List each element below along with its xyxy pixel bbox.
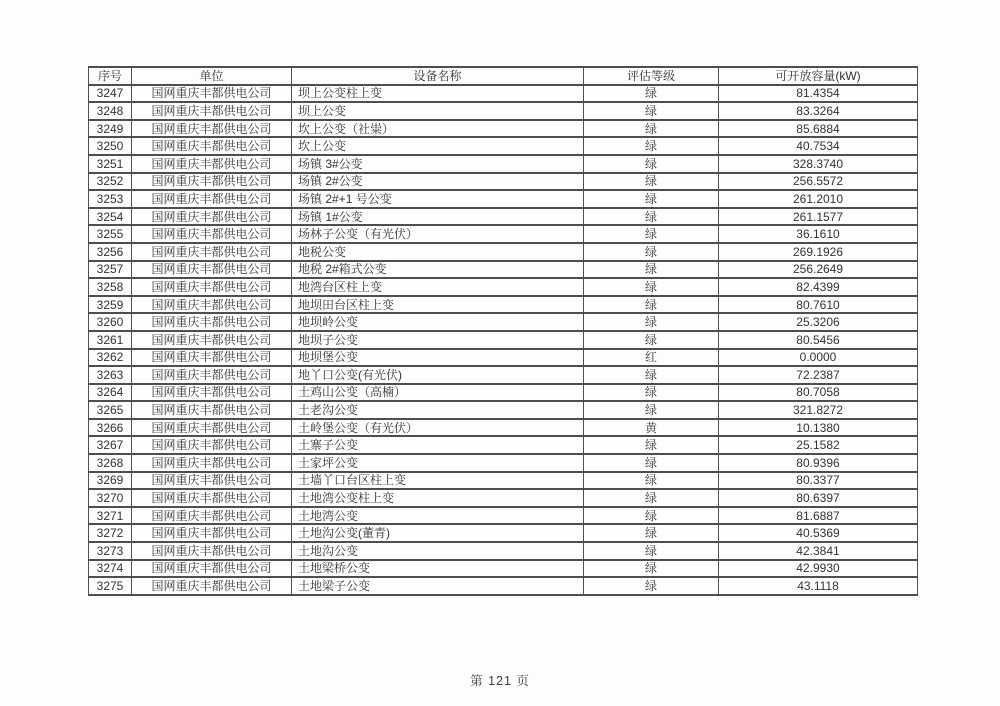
row-device-name: 土地沟公变 bbox=[292, 542, 584, 560]
row-unit: 国网重庆丰都供电公司 bbox=[132, 120, 292, 138]
table-row bbox=[89, 155, 918, 173]
row-capacity: 80.7610 bbox=[719, 296, 918, 314]
row-serial: 3264 bbox=[89, 384, 132, 402]
row-serial: 3254 bbox=[89, 208, 132, 226]
row-serial: 3247 bbox=[89, 85, 132, 103]
table-header bbox=[89, 67, 918, 85]
row-grade: 绿 bbox=[584, 542, 719, 560]
table-row bbox=[89, 102, 918, 120]
header-unit: 单位 bbox=[132, 67, 292, 85]
row-capacity: 269.1926 bbox=[719, 243, 918, 261]
table-row bbox=[89, 173, 918, 191]
row-device-name: 地丫口公变(有光伏) bbox=[292, 366, 584, 384]
table-row bbox=[89, 489, 918, 507]
row-device-name: 土鸡山公变（高楠） bbox=[292, 384, 584, 402]
row-serial: 3253 bbox=[89, 190, 132, 208]
row-device-name: 土老沟公变 bbox=[292, 401, 584, 419]
table-row bbox=[89, 261, 918, 279]
table-row bbox=[89, 524, 918, 542]
row-capacity: 40.7534 bbox=[719, 137, 918, 155]
table-row bbox=[89, 349, 918, 367]
row-unit: 国网重庆丰都供电公司 bbox=[132, 155, 292, 173]
table-row bbox=[89, 454, 918, 472]
row-serial: 3265 bbox=[89, 401, 132, 419]
table-row bbox=[89, 401, 918, 419]
row-unit: 国网重庆丰都供电公司 bbox=[132, 102, 292, 120]
row-grade: 绿 bbox=[584, 137, 719, 155]
row-serial: 3260 bbox=[89, 313, 132, 331]
row-device-name: 土地湾公变 bbox=[292, 507, 584, 525]
row-serial: 3275 bbox=[89, 577, 132, 595]
row-unit: 国网重庆丰都供电公司 bbox=[132, 173, 292, 191]
row-unit: 国网重庆丰都供电公司 bbox=[132, 313, 292, 331]
row-capacity: 42.9930 bbox=[719, 560, 918, 578]
row-unit: 国网重庆丰都供电公司 bbox=[132, 524, 292, 542]
row-device-name: 场镇 2#+1 号公变 bbox=[292, 190, 584, 208]
row-serial: 3252 bbox=[89, 173, 132, 191]
table-row bbox=[89, 472, 918, 490]
row-grade: 绿 bbox=[584, 472, 719, 490]
row-device-name: 坎上公变 bbox=[292, 137, 584, 155]
row-unit: 国网重庆丰都供电公司 bbox=[132, 349, 292, 367]
row-device-name: 坎上公变（社粜） bbox=[292, 120, 584, 138]
row-serial: 3256 bbox=[89, 243, 132, 261]
row-unit: 国网重庆丰都供电公司 bbox=[132, 560, 292, 578]
row-capacity: 83.3264 bbox=[719, 102, 918, 120]
row-unit: 国网重庆丰都供电公司 bbox=[132, 243, 292, 261]
row-device-name: 坝上公变 bbox=[292, 102, 584, 120]
row-device-name: 地湾台区柱上变 bbox=[292, 278, 584, 296]
table-row bbox=[89, 313, 918, 331]
row-device-name: 土地梁子公变 bbox=[292, 577, 584, 595]
table-row bbox=[89, 190, 918, 208]
row-grade: 绿 bbox=[584, 296, 719, 314]
row-capacity: 81.6887 bbox=[719, 507, 918, 525]
table-row bbox=[89, 225, 918, 243]
table-row bbox=[89, 331, 918, 349]
row-device-name: 地坝岭公变 bbox=[292, 313, 584, 331]
table-row bbox=[89, 507, 918, 525]
row-unit: 国网重庆丰都供电公司 bbox=[132, 225, 292, 243]
row-capacity: 321.8272 bbox=[719, 401, 918, 419]
row-capacity: 72.2387 bbox=[719, 366, 918, 384]
row-device-name: 土墙丫口台区柱上变 bbox=[292, 472, 584, 490]
row-grade: 绿 bbox=[584, 560, 719, 578]
row-unit: 国网重庆丰都供电公司 bbox=[132, 384, 292, 402]
row-grade: 绿 bbox=[584, 173, 719, 191]
row-capacity: 80.7058 bbox=[719, 384, 918, 402]
row-grade: 绿 bbox=[584, 384, 719, 402]
row-serial: 3248 bbox=[89, 102, 132, 120]
row-unit: 国网重庆丰都供电公司 bbox=[132, 331, 292, 349]
row-serial: 3274 bbox=[89, 560, 132, 578]
table-body bbox=[89, 85, 918, 595]
row-device-name: 地税 2#箱式公变 bbox=[292, 261, 584, 279]
row-grade: 绿 bbox=[584, 155, 719, 173]
row-serial: 3271 bbox=[89, 507, 132, 525]
table-row bbox=[89, 137, 918, 155]
row-capacity: 0.0000 bbox=[719, 349, 918, 367]
table-row bbox=[89, 120, 918, 138]
row-device-name: 土岭堡公变（有光伏） bbox=[292, 419, 584, 437]
row-device-name: 场林子公变（有光伏） bbox=[292, 225, 584, 243]
row-grade: 黄 bbox=[584, 419, 719, 437]
row-grade: 绿 bbox=[584, 85, 719, 103]
row-capacity: 81.4354 bbox=[719, 85, 918, 103]
table-row bbox=[89, 296, 918, 314]
row-grade: 绿 bbox=[584, 331, 719, 349]
row-grade: 绿 bbox=[584, 454, 719, 472]
row-grade: 绿 bbox=[584, 489, 719, 507]
row-device-name: 土家坪公变 bbox=[292, 454, 584, 472]
row-unit: 国网重庆丰都供电公司 bbox=[132, 366, 292, 384]
row-serial: 3263 bbox=[89, 366, 132, 384]
row-serial: 3270 bbox=[89, 489, 132, 507]
row-capacity: 80.6397 bbox=[719, 489, 918, 507]
row-grade: 绿 bbox=[584, 577, 719, 595]
row-capacity: 42.3841 bbox=[719, 542, 918, 560]
row-grade: 绿 bbox=[584, 225, 719, 243]
table-row bbox=[89, 560, 918, 578]
row-serial: 3273 bbox=[89, 542, 132, 560]
row-unit: 国网重庆丰都供电公司 bbox=[132, 208, 292, 226]
row-unit: 国网重庆丰都供电公司 bbox=[132, 137, 292, 155]
row-grade: 红 bbox=[584, 349, 719, 367]
row-grade: 绿 bbox=[584, 401, 719, 419]
row-serial: 3267 bbox=[89, 436, 132, 454]
table-row bbox=[89, 243, 918, 261]
row-capacity: 25.3206 bbox=[719, 313, 918, 331]
table-row bbox=[89, 384, 918, 402]
row-device-name: 地坝堡公变 bbox=[292, 349, 584, 367]
row-device-name: 土地湾公变柱上变 bbox=[292, 489, 584, 507]
table-row bbox=[89, 208, 918, 226]
row-unit: 国网重庆丰都供电公司 bbox=[132, 278, 292, 296]
row-capacity: 80.5456 bbox=[719, 331, 918, 349]
row-device-name: 场镇 1#公变 bbox=[292, 208, 584, 226]
row-unit: 国网重庆丰都供电公司 bbox=[132, 190, 292, 208]
row-unit: 国网重庆丰都供电公司 bbox=[132, 296, 292, 314]
row-serial: 3268 bbox=[89, 454, 132, 472]
header-device-name: 设备名称 bbox=[292, 67, 584, 85]
row-device-name: 土地沟公变(董青) bbox=[292, 524, 584, 542]
row-serial: 3249 bbox=[89, 120, 132, 138]
row-unit: 国网重庆丰都供电公司 bbox=[132, 261, 292, 279]
row-capacity: 25.1582 bbox=[719, 436, 918, 454]
row-serial: 3266 bbox=[89, 419, 132, 437]
header-grade: 评估等级 bbox=[584, 67, 719, 85]
row-serial: 3258 bbox=[89, 278, 132, 296]
row-unit: 国网重庆丰都供电公司 bbox=[132, 507, 292, 525]
row-device-name: 土地梁桥公变 bbox=[292, 560, 584, 578]
row-unit: 国网重庆丰都供电公司 bbox=[132, 542, 292, 560]
capacity-table bbox=[88, 66, 918, 596]
row-capacity: 36.1610 bbox=[719, 225, 918, 243]
row-capacity: 82.4399 bbox=[719, 278, 918, 296]
header-serial: 序号 bbox=[89, 67, 132, 85]
row-device-name: 坝上公变柱上变 bbox=[292, 85, 584, 103]
row-grade: 绿 bbox=[584, 436, 719, 454]
row-serial: 3269 bbox=[89, 472, 132, 490]
page-number: 第 121 页 bbox=[470, 674, 530, 688]
row-grade: 绿 bbox=[584, 366, 719, 384]
header-row bbox=[89, 67, 918, 85]
row-unit: 国网重庆丰都供电公司 bbox=[132, 436, 292, 454]
row-capacity: 85.6884 bbox=[719, 120, 918, 138]
row-device-name: 地坝田台区柱上变 bbox=[292, 296, 584, 314]
row-capacity: 261.1577 bbox=[719, 208, 918, 226]
table-row bbox=[89, 436, 918, 454]
row-device-name: 地税公变 bbox=[292, 243, 584, 261]
row-unit: 国网重庆丰都供电公司 bbox=[132, 577, 292, 595]
row-device-name: 地坝子公变 bbox=[292, 331, 584, 349]
row-capacity: 256.5572 bbox=[719, 173, 918, 191]
table-row bbox=[89, 577, 918, 595]
row-serial: 3259 bbox=[89, 296, 132, 314]
row-capacity: 80.9396 bbox=[719, 454, 918, 472]
row-grade: 绿 bbox=[584, 208, 719, 226]
row-serial: 3250 bbox=[89, 137, 132, 155]
row-serial: 3255 bbox=[89, 225, 132, 243]
row-unit: 国网重庆丰都供电公司 bbox=[132, 85, 292, 103]
row-capacity: 261.2010 bbox=[719, 190, 918, 208]
row-capacity: 40.5369 bbox=[719, 524, 918, 542]
row-capacity: 328.3740 bbox=[719, 155, 918, 173]
row-device-name: 场镇 2#公变 bbox=[292, 173, 584, 191]
row-capacity: 80.3377 bbox=[719, 472, 918, 490]
row-unit: 国网重庆丰都供电公司 bbox=[132, 472, 292, 490]
row-grade: 绿 bbox=[584, 120, 719, 138]
row-serial: 3257 bbox=[89, 261, 132, 279]
table-row bbox=[89, 366, 918, 384]
row-unit: 国网重庆丰都供电公司 bbox=[132, 419, 292, 437]
row-device-name: 场镇 3#公变 bbox=[292, 155, 584, 173]
table-row bbox=[89, 278, 918, 296]
row-device-name: 土寨子公变 bbox=[292, 436, 584, 454]
row-capacity: 256.2649 bbox=[719, 261, 918, 279]
row-grade: 绿 bbox=[584, 190, 719, 208]
row-grade: 绿 bbox=[584, 102, 719, 120]
row-serial: 3261 bbox=[89, 331, 132, 349]
row-grade: 绿 bbox=[584, 313, 719, 331]
row-grade: 绿 bbox=[584, 507, 719, 525]
row-capacity: 10.1380 bbox=[719, 419, 918, 437]
table-row bbox=[89, 542, 918, 560]
row-capacity: 43.1118 bbox=[719, 577, 918, 595]
header-capacity: 可开放容量(kW) bbox=[719, 67, 918, 85]
row-unit: 国网重庆丰都供电公司 bbox=[132, 454, 292, 472]
row-serial: 3251 bbox=[89, 155, 132, 173]
row-serial: 3262 bbox=[89, 349, 132, 367]
table-row bbox=[89, 85, 918, 103]
row-unit: 国网重庆丰都供电公司 bbox=[132, 401, 292, 419]
table-row bbox=[89, 419, 918, 437]
row-grade: 绿 bbox=[584, 524, 719, 542]
row-grade: 绿 bbox=[584, 243, 719, 261]
row-grade: 绿 bbox=[584, 261, 719, 279]
row-grade: 绿 bbox=[584, 278, 719, 296]
row-serial: 3272 bbox=[89, 524, 132, 542]
row-unit: 国网重庆丰都供电公司 bbox=[132, 489, 292, 507]
